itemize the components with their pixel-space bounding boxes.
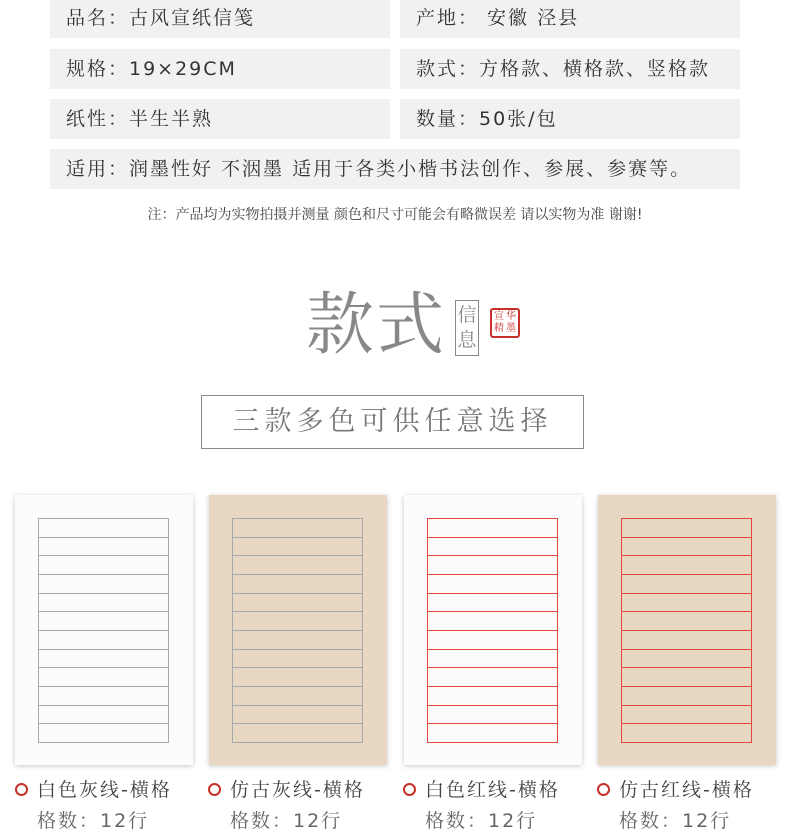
grid-row <box>428 724 557 742</box>
grid-row <box>233 668 362 687</box>
grid-row <box>39 575 168 594</box>
circle-bullet-icon <box>15 783 28 796</box>
grid-row <box>622 668 751 687</box>
grid-row <box>428 594 557 613</box>
seal-char: 墨 <box>506 323 516 334</box>
grid-row <box>233 650 362 669</box>
grid-row <box>39 538 168 557</box>
grid-row <box>622 594 751 613</box>
grid-row <box>39 556 168 575</box>
variant-card-white-gray[interactable] <box>15 495 193 765</box>
seal-char: 华 <box>506 311 516 322</box>
spec-paper: 纸性：半生半熟 <box>50 99 390 139</box>
spec-row-1 <box>50 0 740 38</box>
grid-row <box>428 612 557 631</box>
variant-rows: 格数：12行 <box>425 810 538 832</box>
seal-char: 精 <box>494 323 504 334</box>
grid-row <box>622 687 751 706</box>
disclaimer-note: 注：产品均为实物拍摄并测量 颜色和尺寸可能会有略微误差 请以实物为准 谢谢! <box>147 207 643 223</box>
grid-row <box>428 687 557 706</box>
grid-row <box>39 687 168 706</box>
section-heading: 款式 <box>306 286 447 365</box>
grid-row <box>233 556 362 575</box>
variant-card-antique-red[interactable] <box>598 495 776 765</box>
heading-sub-char-2: 息 <box>457 329 477 351</box>
grid-row <box>622 575 751 594</box>
spec-origin: 产地： 安徽 泾县 <box>400 0 740 38</box>
grid-row <box>39 612 168 631</box>
spec-row-4 <box>50 149 740 189</box>
spec-product-name: 品名：古风宣纸信笺 <box>50 0 390 38</box>
variant-title: 仿古红线-横格 <box>619 779 754 801</box>
ruled-grid <box>38 518 169 743</box>
grid-row <box>39 594 168 613</box>
grid-row <box>622 631 751 650</box>
grid-row <box>39 631 168 650</box>
spec-size: 规格：19×29CM <box>50 49 390 89</box>
spec-quantity: 数量：50张/包 <box>400 99 740 139</box>
grid-row <box>233 724 362 742</box>
grid-row <box>622 612 751 631</box>
spec-style: 款式：方格款、横格款、竖格款 <box>400 49 740 89</box>
grid-row <box>39 519 168 538</box>
grid-row <box>233 538 362 557</box>
grid-row <box>428 519 557 538</box>
grid-row <box>428 575 557 594</box>
grid-row <box>233 594 362 613</box>
heading-sub-char-1: 信 <box>457 304 477 326</box>
variant-rows: 格数：12行 <box>230 810 343 832</box>
grid-row <box>39 668 168 687</box>
ruled-grid <box>427 518 558 743</box>
grid-row <box>233 687 362 706</box>
grid-row <box>233 575 362 594</box>
grid-row <box>622 706 751 725</box>
variant-title: 白色灰线-横格 <box>37 779 172 801</box>
grid-row <box>233 519 362 538</box>
grid-row <box>233 612 362 631</box>
grid-row <box>428 650 557 669</box>
grid-row <box>622 650 751 669</box>
spec-row-3 <box>50 99 740 139</box>
ruled-grid <box>621 518 752 743</box>
circle-bullet-icon <box>208 783 221 796</box>
seal-char: 宣 <box>494 311 504 322</box>
variant-title: 白色红线-横格 <box>425 779 560 801</box>
grid-row <box>39 650 168 669</box>
grid-row <box>622 556 751 575</box>
grid-row <box>233 631 362 650</box>
red-seal-stamp <box>490 308 520 338</box>
grid-row <box>428 706 557 725</box>
variant-title: 仿古灰线-横格 <box>230 779 365 801</box>
variant-card-antique-gray[interactable] <box>209 495 387 765</box>
grid-row <box>428 538 557 557</box>
grid-row <box>428 668 557 687</box>
grid-row <box>428 631 557 650</box>
spec-row-2 <box>50 49 740 89</box>
variant-card-white-red[interactable] <box>404 495 582 765</box>
grid-row <box>622 724 751 742</box>
variant-rows: 格数：12行 <box>37 810 150 832</box>
grid-row <box>39 706 168 725</box>
circle-bullet-icon <box>403 783 416 796</box>
circle-bullet-icon <box>597 783 610 796</box>
grid-row <box>428 556 557 575</box>
section-tagline: 三款多色可供任意选择 <box>201 395 584 449</box>
ruled-grid <box>232 518 363 743</box>
spec-usage: 适用：润墨性好 不洇墨 适用于各类小楷书法创作、参展、参赛等。 <box>50 149 740 189</box>
grid-row <box>39 724 168 742</box>
grid-row <box>622 519 751 538</box>
section-heading-sub <box>455 300 479 356</box>
grid-row <box>622 538 751 557</box>
grid-row <box>233 706 362 725</box>
variant-rows: 格数：12行 <box>619 810 732 832</box>
